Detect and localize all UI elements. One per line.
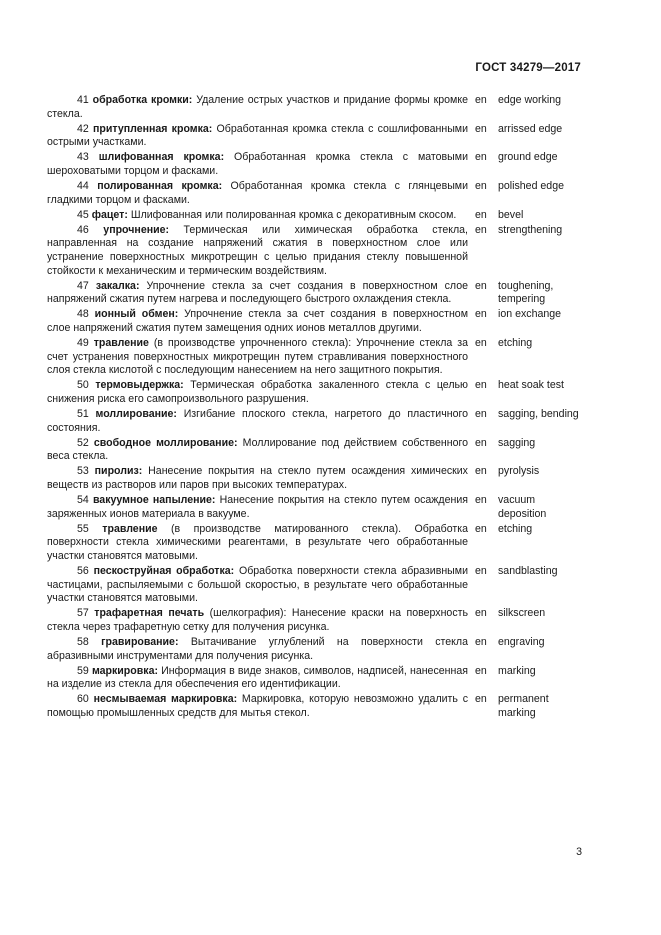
- term-entry: [47, 465, 582, 492]
- language-code: en: [475, 308, 487, 321]
- page-number: 3: [576, 846, 582, 858]
- english-equivalent: strengthening: [498, 223, 563, 236]
- language-code: en: [475, 636, 487, 649]
- term-definition: [47, 151, 468, 178]
- term-entry: [47, 437, 582, 464]
- term-entry: [47, 494, 582, 521]
- term-entry: [47, 636, 582, 663]
- english-equivalent: heat soak test: [498, 379, 564, 392]
- english-equivalent: sagging, bending: [498, 408, 579, 421]
- term-definition-text: Информация в виде знаков, символов, надписей, нанесенная на изделие из стекла для обеспечения его идентификации.: [47, 664, 468, 691]
- term-definition-text: Термическая или химическая обработка стекла, направленная на создание напряжений сжатия в поверхностном слое или устранение поверхностных микротрещин с целью придания стеклу повышенной стойкости к механическим и термическим воздействиям.: [47, 223, 468, 277]
- term-definition-text: Упрочнение стекла за счет создания в поверхностном слое напряжений сжатия путем замещения одних ионов металлов другими.: [47, 308, 468, 334]
- term-definition: [47, 565, 468, 606]
- term-name: гравирование:: [101, 636, 179, 649]
- term-list: [47, 94, 582, 722]
- term-entry: [47, 408, 582, 435]
- term-number: 54: [77, 494, 89, 507]
- term-number: 60: [77, 693, 89, 706]
- language-code: en: [475, 693, 487, 706]
- term-definition-text: Упрочнение стекла за счет создания в поверхностном слое напряжений сжатия путем нагрева и последующего быстрого охлаждения стекла.: [47, 279, 468, 306]
- term-number: 58: [77, 636, 89, 649]
- english-equivalent: etching: [498, 522, 533, 535]
- term-definition: [47, 636, 468, 663]
- term-number: 59: [77, 664, 89, 677]
- term-definition: [47, 209, 468, 223]
- term-name: моллирование:: [95, 408, 177, 421]
- term-number: 52: [77, 436, 89, 449]
- english-equivalent: ground edge: [498, 151, 558, 164]
- term-entry: [47, 523, 582, 564]
- term-entry: [47, 379, 582, 406]
- language-code: en: [475, 436, 487, 449]
- term-definition-text: Обработанная кромка стекла с сошлифованными острыми участками.: [47, 122, 469, 149]
- language-code: en: [475, 607, 487, 620]
- term-entry: [47, 665, 582, 692]
- term-definition-text: Маркировка, которую невозможно удалить с помощью промышленных средств для мытья стекол.: [47, 693, 468, 720]
- term-number: 48: [77, 308, 89, 321]
- english-equivalent: arrissed edge: [498, 122, 563, 135]
- term-name: пиролиз:: [94, 465, 143, 478]
- english-equivalent: permanent marking: [498, 693, 549, 720]
- term-number: 47: [77, 279, 89, 292]
- term-number: 50: [77, 379, 89, 392]
- english-equivalent: ion exchange: [498, 308, 562, 321]
- term-definition-text: Термическая обработка закаленного стекла с целью снижения риска его самопроизвольного разрушения.: [47, 379, 468, 405]
- term-entry: [47, 308, 582, 335]
- term-definition: [47, 437, 468, 464]
- term-name: фацет:: [91, 208, 128, 221]
- term-definition-text: Вытачивание углублений на поверхности стекла абразивными инструментами для получения рисунка.: [47, 636, 468, 662]
- term-definition-text: (шелкография): Нанесение краски на поверхность стекла через трафаретную сетку для получения рисунка.: [47, 607, 468, 633]
- term-name: закалка:: [95, 279, 140, 292]
- term-definition-text: Обработанная кромка стекла с глянцевыми гладкими торцом и фасками.: [47, 180, 469, 206]
- term-entry: [47, 565, 582, 606]
- term-name: термовыдержка:: [95, 379, 184, 392]
- english-equivalent: engraving: [498, 636, 545, 649]
- term-definition: [47, 494, 468, 521]
- term-entry: [47, 180, 582, 207]
- term-definition: [47, 465, 468, 492]
- term-name: пескоструйная обработка:: [93, 565, 235, 578]
- term-definition: [47, 523, 468, 564]
- term-definition-text: Обработанная кромка стекла с матовыми шероховатыми торцом и фасками.: [47, 151, 468, 177]
- term-definition-text: Удаление острых участков и придание формы кромке стекла.: [47, 94, 468, 120]
- term-name: упрочнение:: [103, 223, 170, 236]
- language-code: en: [475, 122, 487, 135]
- term-name: несмываемая маркировка:: [93, 693, 238, 706]
- language-code: en: [475, 279, 487, 292]
- term-definition-text: Нанесение покрытия на стекло путем осаждения химических веществ из растворов или паров при высоких температурах.: [47, 465, 468, 492]
- language-code: en: [475, 180, 487, 193]
- term-definition-text: Изгибание плоского стекла, нагретого до пластичного состояния.: [47, 408, 468, 434]
- language-code: en: [475, 379, 487, 392]
- term-name: вакуумное напыление:: [92, 494, 216, 507]
- term-entry: [47, 337, 582, 378]
- term-definition-text: Шлифованная или полированная кромка с декоративным скосом.: [130, 208, 457, 221]
- term-name: притупленная кромка:: [93, 122, 213, 135]
- term-number: 41: [77, 94, 89, 106]
- term-definition-text: Моллирование под действием собственного веса стекла.: [47, 436, 469, 463]
- english-equivalent: etching: [498, 337, 533, 350]
- language-code: en: [475, 565, 487, 578]
- english-equivalent: sagging: [498, 436, 536, 449]
- term-definition-text: Нанесение покрытия на стекло путем осаждения заряженных ионов материала в вакууме.: [47, 494, 468, 520]
- english-equivalent: silkscreen: [498, 607, 546, 620]
- language-code: en: [475, 208, 487, 221]
- term-number: 46: [77, 223, 89, 236]
- term-name: трафаретная печать: [94, 607, 205, 620]
- term-number: 49: [77, 337, 89, 350]
- term-entry: [47, 607, 582, 634]
- term-number: 53: [77, 465, 89, 478]
- term-entry: [47, 280, 582, 307]
- term-definition: [47, 123, 468, 150]
- term-definition: [47, 224, 468, 278]
- term-definition: [47, 180, 468, 207]
- term-name: маркировка:: [91, 664, 158, 677]
- english-equivalent: polished edge: [498, 180, 564, 193]
- english-equivalent: toughening, tempering: [498, 279, 554, 306]
- language-code: en: [475, 465, 487, 478]
- english-equivalent: edge working: [498, 94, 562, 106]
- term-definition-text: (в производстве матированного стекла). Обработка поверхности стекла химическими реагентами, в результате чего обработанные участки становятся матовыми.: [47, 522, 468, 562]
- term-definition: [47, 408, 468, 435]
- language-code: en: [475, 94, 487, 106]
- term-name: полированная кромка:: [97, 180, 223, 193]
- language-code: en: [475, 337, 487, 350]
- term-entry: [47, 123, 582, 150]
- term-entry: [47, 209, 582, 223]
- term-definition-text: (в производстве упрочненного стекла): Упрочнение стекла за счет устранения поверхностных микротрещин путем стравливания поверхностного слоя стекла кислотой с последующим нанесением на него защитного покрытия.: [47, 337, 468, 377]
- term-name: травление: [102, 522, 158, 535]
- document-header: ГОСТ 34279—2017: [475, 62, 581, 74]
- english-equivalent: pyrolysis: [498, 465, 540, 478]
- term-number: 51: [77, 408, 89, 421]
- term-definition: [47, 308, 468, 335]
- term-number: 45: [77, 208, 89, 221]
- term-definition: [47, 280, 468, 307]
- term-number: 56: [77, 565, 89, 578]
- term-definition: [47, 607, 468, 634]
- term-definition: [47, 665, 468, 692]
- term-number: 42: [77, 122, 89, 135]
- language-code: en: [475, 522, 487, 535]
- term-entry: [47, 94, 582, 121]
- language-code: en: [475, 223, 487, 236]
- term-name: травление: [93, 337, 149, 350]
- term-definition: [47, 94, 468, 121]
- english-equivalent: marking: [498, 664, 536, 677]
- term-entry: [47, 693, 582, 720]
- english-equivalent: sandblasting: [498, 565, 558, 578]
- term-entry: [47, 151, 582, 178]
- language-code: en: [475, 664, 487, 677]
- term-name: шлифованная кромка:: [98, 151, 225, 164]
- english-equivalent: bevel: [498, 208, 524, 221]
- language-code: en: [475, 494, 487, 507]
- term-name: свободное моллирование:: [93, 436, 238, 449]
- term-definition: [47, 693, 468, 720]
- english-equivalent: vacuum deposition: [498, 494, 547, 520]
- term-name: ионный обмен:: [94, 308, 179, 321]
- term-definition: [47, 379, 468, 406]
- term-number: 44: [77, 180, 89, 193]
- term-definition-text: Обработка поверхности стекла абразивными частицами, распыляемыми с большой скоростью, в результате чего обработанные участки становятся матовыми.: [47, 565, 468, 605]
- term-number: 43: [77, 151, 89, 164]
- term-definition: [47, 337, 468, 378]
- language-code: en: [475, 408, 487, 421]
- language-code: en: [475, 151, 487, 164]
- term-number: 57: [77, 607, 89, 620]
- term-entry: [47, 224, 582, 278]
- term-number: 55: [77, 522, 89, 535]
- term-name: обработка кромки:: [92, 94, 193, 106]
